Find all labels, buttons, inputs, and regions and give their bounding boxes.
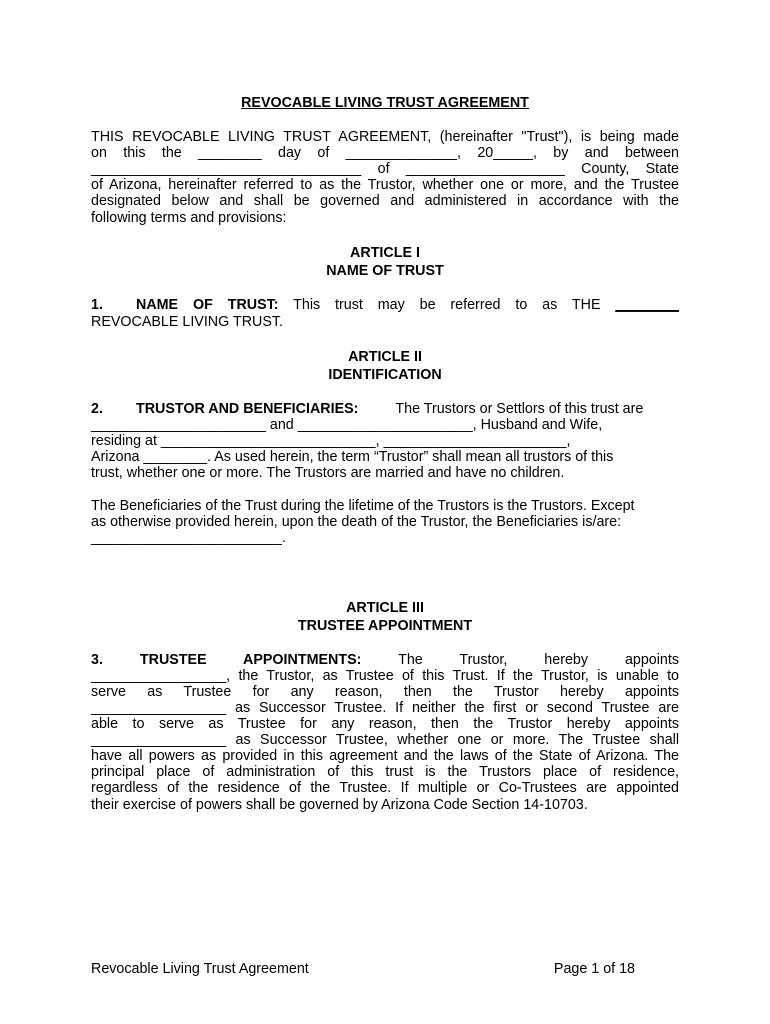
section-2-number: 2. — [91, 401, 103, 417]
document-body — [91, 94, 679, 814]
section-2-text: The Trustors or Settlors of this trust are — [395, 401, 644, 417]
section-3-line: _________________, the Trustor, as Trustee of this Trust. If the Trustor, is unable to — [91, 668, 679, 684]
section-2-line: ______________________ and ______________________, Husband and Wife, — [91, 417, 603, 433]
beneficiaries-line: as otherwise provided herein, upon the death of the Trustor, the Beneficiaries is/are: — [91, 514, 622, 530]
intro-line: designated below and shall be governed and administered in accordance with the — [91, 193, 679, 209]
section-1-line: REVOCABLE LIVING TRUST. — [91, 314, 284, 330]
intro-line: following terms and provisions: — [91, 210, 287, 226]
article-3-number: ARTICLE III — [346, 600, 424, 616]
article-1-name: NAME OF TRUST — [326, 263, 444, 279]
footer-title: Revocable Living Trust Agreement — [91, 961, 309, 977]
section-3-line: regardless of the residence of the Trustee. If multiple or Co-Trustees are appointed — [91, 780, 679, 796]
article-2-number: ARTICLE II — [348, 349, 422, 365]
intro-paragraph — [91, 129, 679, 227]
article-2-name: IDENTIFICATION — [328, 367, 442, 383]
page-number: Page 1 of 18 — [553, 961, 635, 977]
section-3-line: _________________ as Successor Trustee. If neither the first or second Trustee are — [91, 700, 679, 716]
beneficiaries-paragraph — [91, 498, 679, 546]
beneficiaries-line: ________________________. — [91, 530, 286, 546]
section-3-line: have all powers as provided in this agreement and the laws of the State of Arizona. The — [91, 748, 679, 764]
section-3-line: _________________ as Successor Trustee, whether one or more. The Trustee shall — [91, 732, 679, 748]
intro-line: on this the ________ day of ______________, 20_____, by and between — [91, 145, 679, 161]
intro-line: THIS REVOCABLE LIVING TRUST AGREEMENT, (hereinafter "Trust"), is being made — [91, 129, 679, 145]
section-1 — [91, 297, 679, 331]
section-3-number: 3. — [91, 652, 103, 668]
section-2-line — [91, 401, 679, 417]
article-3-name: TRUSTEE APPOINTMENT — [297, 618, 473, 634]
section-1-text: This trust may be referred to as THE — [293, 297, 601, 313]
section-3-text: The Trustor, hereby appoints — [398, 652, 680, 668]
section-3-line: principal place of administration of this trust is the Trustors place of residence, — [91, 764, 679, 780]
section-3-line: able to serve as Trustee for any reason, then the Trustor hereby appoints — [91, 716, 679, 732]
section-1-line — [91, 297, 679, 313]
article-1-number: ARTICLE I — [350, 245, 420, 261]
section-3-line — [91, 652, 679, 668]
section-3 — [91, 652, 679, 814]
section-2 — [91, 401, 679, 481]
section-2-line: Arizona ________. As used herein, the term “Trustor” shall mean all trustors of this — [91, 449, 614, 465]
section-2-line: trust, whether one or more. The Trustors are married and have no children. — [91, 465, 565, 481]
intro-line: of Arizona, hereinafter referred to as the Trustor, whether one or more, and the Trustee — [91, 177, 679, 193]
document-title: REVOCABLE LIVING TRUST AGREEMENT — [241, 95, 529, 111]
section-3-label: TRUSTEE APPOINTMENTS: — [139, 652, 362, 668]
section-2-line: residing at ___________________________, _______________________, — [91, 433, 571, 449]
section-3-line: serve as Trustee for any reason, then the Trustor hereby appoints — [91, 684, 679, 700]
trust-name-blank: ________ — [615, 297, 679, 313]
beneficiaries-line: The Beneficiaries of the Trust during the lifetime of the Trustors is the Trustors. Except — [91, 498, 635, 514]
intro-line: __________________________________ of ____________________ County, State — [91, 161, 679, 177]
section-2-label: TRUSTOR AND BENEFICIARIES: — [136, 401, 359, 417]
section-1-label: NAME OF TRUST: — [136, 297, 279, 313]
section-1-number: 1. — [91, 297, 103, 313]
section-3-line: their exercise of powers shall be governed by Arizona Code Section 14-10703. — [91, 797, 588, 813]
